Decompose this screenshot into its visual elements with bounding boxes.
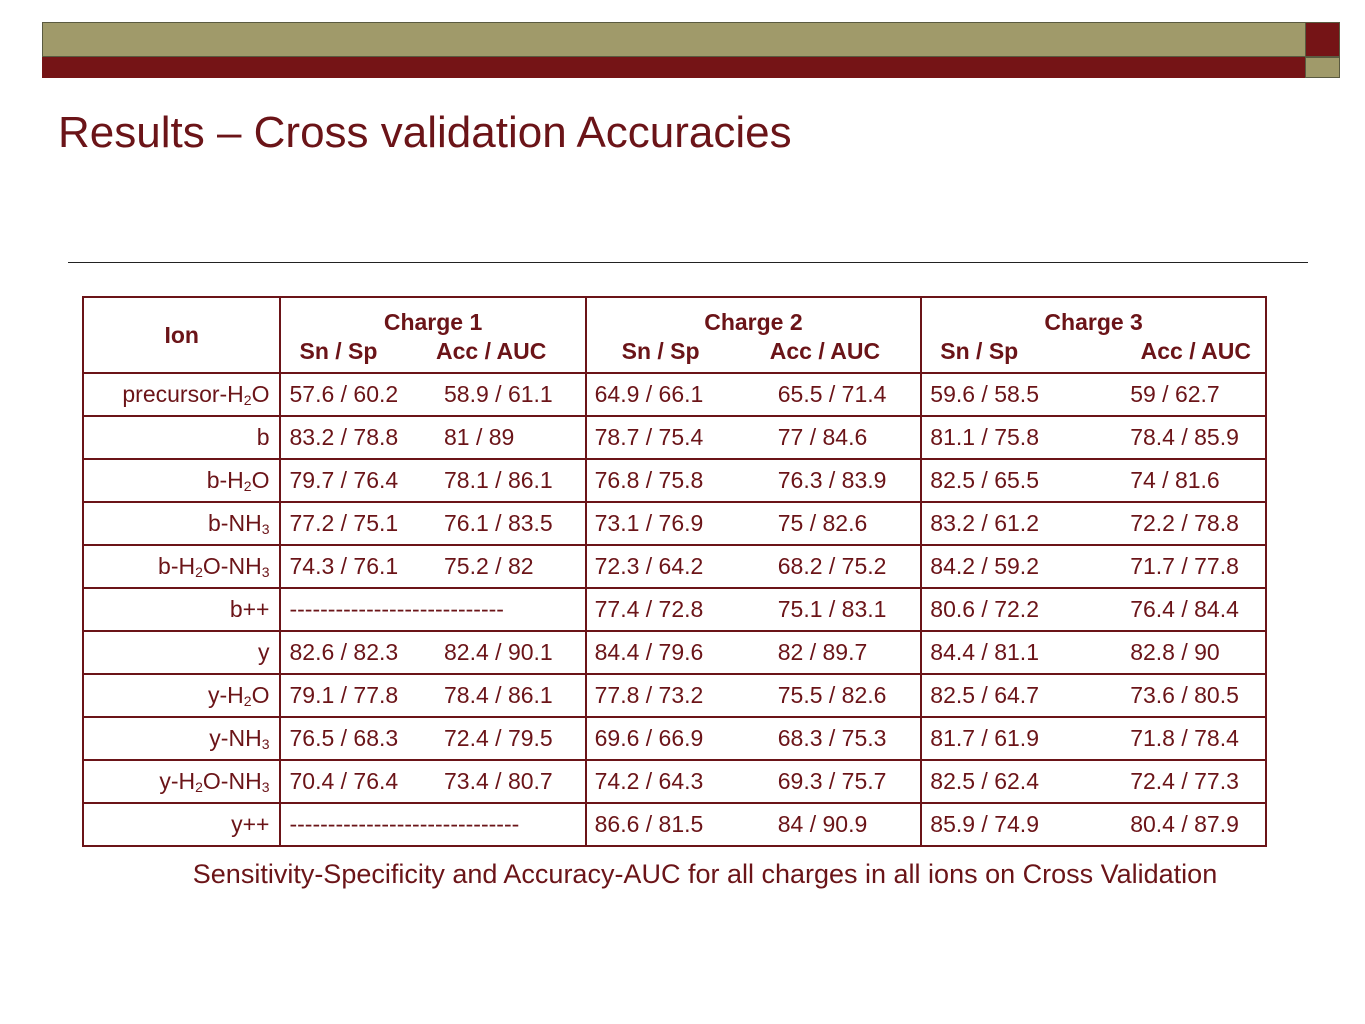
value-cell: 72.4 / 77.3 — [1122, 760, 1266, 803]
value-cell: 81 / 89 — [436, 416, 586, 459]
value-cell: 75.2 / 82 — [436, 545, 586, 588]
acc-auc-header: Acc / AUC — [436, 338, 586, 373]
value-cell: 78.1 / 86.1 — [436, 459, 586, 502]
value-cell: 68.2 / 75.2 — [770, 545, 922, 588]
ion-cell: $b-NH_3$ — [83, 502, 280, 545]
value-cell: 59.6 / 58.5 — [921, 373, 1122, 416]
acc-auc-header: Acc / AUC — [1122, 338, 1266, 373]
value-cell: 72.3 / 64.2 — [586, 545, 770, 588]
value-cell: 75.5 / 82.6 — [770, 674, 922, 717]
ion-cell: $b-H_2O$ — [83, 459, 280, 502]
header-banner-olive — [42, 22, 1307, 57]
value-cell: 69.6 / 66.9 — [586, 717, 770, 760]
value-cell: 77.8 / 73.2 — [586, 674, 770, 717]
value-cell: 73.6 / 80.5 — [1122, 674, 1266, 717]
value-cell: 82.5 / 64.7 — [921, 674, 1122, 717]
value-cell: 80.6 / 72.2 — [921, 588, 1122, 631]
value-cell: 72.2 / 78.8 — [1122, 502, 1266, 545]
table-row — [83, 631, 1266, 674]
value-cell: 78.4 / 86.1 — [436, 674, 586, 717]
ion-cell: $y-NH_3$ — [83, 717, 280, 760]
value-cell: 72.4 / 79.5 — [436, 717, 586, 760]
value-cell: 58.9 / 61.1 — [436, 373, 586, 416]
slide-title: Results – Cross validation Accuracies — [58, 108, 792, 157]
value-cell: 79.7 / 76.4 — [280, 459, 436, 502]
value-cell: 73.4 / 80.7 — [436, 760, 586, 803]
sn-sp-header: Sn / Sp — [940, 338, 1019, 364]
value-cell: 82.4 / 90.1 — [436, 631, 586, 674]
value-cell: 85.9 / 74.9 — [921, 803, 1122, 846]
table-row — [83, 760, 1266, 803]
value-cell: 76.8 / 75.8 — [586, 459, 770, 502]
table-caption: Sensitivity-Specificity and Accuracy-AUC for all charges in all ions on Cross Validation — [192, 859, 1218, 889]
value-cell: 83.2 / 61.2 — [921, 502, 1122, 545]
value-cell: 77.2 / 75.1 — [280, 502, 436, 545]
value-cell: 76.4 / 84.4 — [1122, 588, 1266, 631]
table-row — [83, 803, 1266, 846]
value-cell: 71.7 / 77.8 — [1122, 545, 1266, 588]
table-row — [83, 545, 1266, 588]
value-cell: 80.4 / 87.9 — [1122, 803, 1266, 846]
table-row — [83, 373, 1266, 416]
ion-cell: y — [83, 631, 280, 674]
value-cell: 79.1 / 77.8 — [280, 674, 436, 717]
value-cell: 84.2 / 59.2 — [921, 545, 1122, 588]
header-banner-red — [42, 57, 1307, 78]
value-cell: 84.4 / 81.1 — [921, 631, 1122, 674]
value-cell: 77 / 84.6 — [770, 416, 922, 459]
value-cell: 59 / 62.7 — [1122, 373, 1266, 416]
value-cell: 70.4 / 76.4 — [280, 760, 436, 803]
value-cell: 68.3 / 75.3 — [770, 717, 922, 760]
value-cell: 78.4 / 85.9 — [1122, 416, 1266, 459]
value-cell: 83.2 / 78.8 — [280, 416, 436, 459]
value-cell: 82 / 89.7 — [770, 631, 922, 674]
value-cell: 81.7 / 61.9 — [921, 717, 1122, 760]
not-applicable-cell: ------------------------------ — [280, 803, 585, 846]
sn-sp-header: Sn / Sp — [621, 338, 700, 364]
value-cell: 82.6 / 82.3 — [280, 631, 436, 674]
not-applicable-cell: ---------------------------- — [280, 588, 585, 631]
title-divider — [68, 262, 1308, 263]
ion-header: Ion — [83, 297, 280, 373]
value-cell: 82.5 / 65.5 — [921, 459, 1122, 502]
table-row — [83, 717, 1266, 760]
value-cell: 84.4 / 79.6 — [586, 631, 770, 674]
value-cell: 74.3 / 76.1 — [280, 545, 436, 588]
value-cell: 76.1 / 83.5 — [436, 502, 586, 545]
value-cell: 82.8 / 90 — [1122, 631, 1266, 674]
value-cell: 74.2 / 64.3 — [586, 760, 770, 803]
value-cell: 78.7 / 75.4 — [586, 416, 770, 459]
value-cell: 82.5 / 62.4 — [921, 760, 1122, 803]
ion-cell: $y-H_2O$ — [83, 674, 280, 717]
value-cell: 76.3 / 83.9 — [770, 459, 922, 502]
value-cell: 75 / 82.6 — [770, 502, 922, 545]
value-cell: 73.1 / 76.9 — [586, 502, 770, 545]
table-row — [83, 588, 1266, 631]
value-cell: 69.3 / 75.7 — [770, 760, 922, 803]
value-cell: 75.1 / 83.1 — [770, 588, 922, 631]
acc-auc-header: Acc / AUC — [770, 338, 922, 373]
charge-1-header: Charge 1 — [280, 297, 585, 338]
value-cell: 64.9 / 66.1 — [586, 373, 770, 416]
charge-3-header: Charge 3 — [921, 297, 1266, 338]
ion-cell: $b-H_2O-NH_3$ — [83, 545, 280, 588]
value-cell: 76.5 / 68.3 — [280, 717, 436, 760]
sn-sp-header: Sn / Sp — [299, 338, 378, 364]
table-row — [83, 674, 1266, 717]
value-cell: 74 / 81.6 — [1122, 459, 1266, 502]
charge-2-header: Charge 2 — [586, 297, 922, 338]
value-cell: 57.6 / 60.2 — [280, 373, 436, 416]
value-cell: 86.6 / 81.5 — [586, 803, 770, 846]
ion-cell: b++ — [83, 588, 280, 631]
ion-cell: $y-H_2O-NH_3$ — [83, 760, 280, 803]
table-row — [83, 416, 1266, 459]
corner-square-olive — [1305, 57, 1340, 78]
value-cell: 65.5 / 71.4 — [770, 373, 922, 416]
ion-cell: precursor-$H_2O$ — [83, 373, 280, 416]
value-cell: 77.4 / 72.8 — [586, 588, 770, 631]
results-table — [82, 296, 1267, 847]
ion-cell: b — [83, 416, 280, 459]
value-cell: 84 / 90.9 — [770, 803, 922, 846]
table-row — [83, 502, 1266, 545]
corner-square-red — [1305, 22, 1340, 57]
value-cell: 71.8 / 78.4 — [1122, 717, 1266, 760]
ion-cell: y++ — [83, 803, 280, 846]
table-row — [83, 459, 1266, 502]
value-cell: 81.1 / 75.8 — [921, 416, 1122, 459]
